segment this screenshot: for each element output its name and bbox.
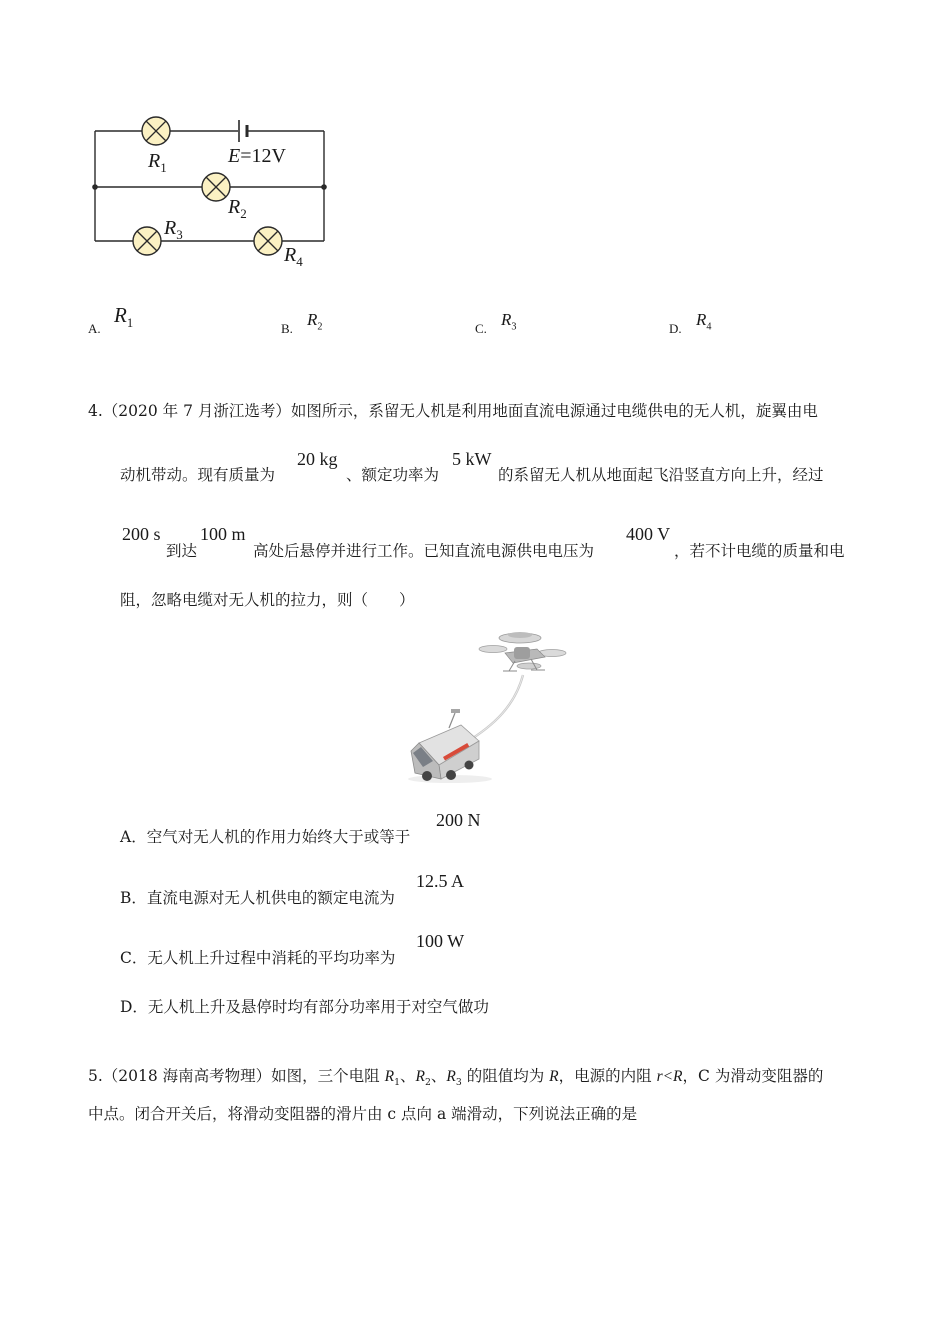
q5-stem-line1: 5.（2018 海南高考物理）如图，三个电阻 $R_1$、$R_2$、$R_3$ 的阻值均为 R，电源的内阻 r<R，C 为滑动变阻器的 <box>88 1067 824 1089</box>
q4-stem-line4: 阻，忽略电缆对无人机的拉力，则（ ） <box>120 591 415 609</box>
q3-option-d-value: $R_4$ <box>696 310 712 333</box>
q4-power: 5 kW <box>452 449 492 469</box>
q3-option-c[interactable]: C. <box>475 321 487 336</box>
q3-option-d[interactable]: D. <box>669 321 682 336</box>
q5-stem-line2: 中点。闭合开关后，将滑动变阻器的滑片由 c 点向 a 端滑动，下列说法正确的是 <box>88 1105 638 1123</box>
q4-voltage: 400 V <box>626 524 671 544</box>
q4-option-d[interactable]: D．无人机上升及悬停时均有部分功率用于对空气做功 <box>120 998 489 1016</box>
drone-icon <box>479 632 566 671</box>
q3-option-a[interactable]: A. <box>88 321 101 336</box>
q3-option-a-value: $R_1$ <box>114 303 134 331</box>
q4-option-c[interactable]: C．无人机上升过程中消耗的平均功率为 <box>120 949 396 967</box>
q4-stem-line1: 4.（2020 年 7 月浙江选考）如图所示，系留无人机是利用地面直流电源通过电缆供电的无人机，旋翼由电 <box>88 402 818 420</box>
q4-option-a[interactable]: A．空气对无人机的作用力始终大于或等于 <box>120 828 411 846</box>
q4-option-c-value: 100 W <box>416 931 465 951</box>
q4-stem-line2b: 、额定功率为 <box>346 466 440 484</box>
q4-stem-line2c: 的系留无人机从地面起飞沿竖直方向上升，经过 <box>498 466 824 484</box>
label-r4: $R_4$ <box>284 244 303 269</box>
circuit-diagram <box>80 110 340 280</box>
q4-option-a-value: 200 N <box>436 810 481 830</box>
label-r2: $R_2$ <box>228 196 247 221</box>
q3-option-c-value: $R_3$ <box>501 310 517 333</box>
lamp-r3-icon <box>133 227 161 255</box>
lamp-r1-icon <box>142 117 170 145</box>
q4-time: 200 s <box>122 524 161 544</box>
q3-option-b[interactable]: B. <box>281 321 293 336</box>
q4-stem-line2a: 动机带动。现有质量为 <box>120 466 276 484</box>
q4-option-b[interactable]: B．直流电源对无人机供电的额定电流为 <box>120 889 395 907</box>
q3-option-b-value: $R_2$ <box>307 310 323 333</box>
lamp-r2-icon <box>202 173 230 201</box>
q4-stem-line3a: 到达 <box>166 542 198 560</box>
label-emf: E=12V <box>228 145 286 167</box>
lamp-r4-icon <box>254 227 282 255</box>
truck-icon <box>408 709 492 783</box>
q4-height: 100 m <box>200 524 246 544</box>
q4-stem-line3c: ，若不计电缆的质量和电 <box>674 542 845 560</box>
label-r1: $R_1$ <box>148 150 167 175</box>
label-r3: $R_3$ <box>164 217 183 242</box>
drone-truck-illustration <box>405 625 585 785</box>
q4-option-b-value: 12.5 A <box>416 871 465 891</box>
q4-stem-line3b: 高处后悬停并进行工作。已知直流电源供电电压为 <box>253 542 595 560</box>
q4-mass: 20 kg <box>297 449 338 469</box>
